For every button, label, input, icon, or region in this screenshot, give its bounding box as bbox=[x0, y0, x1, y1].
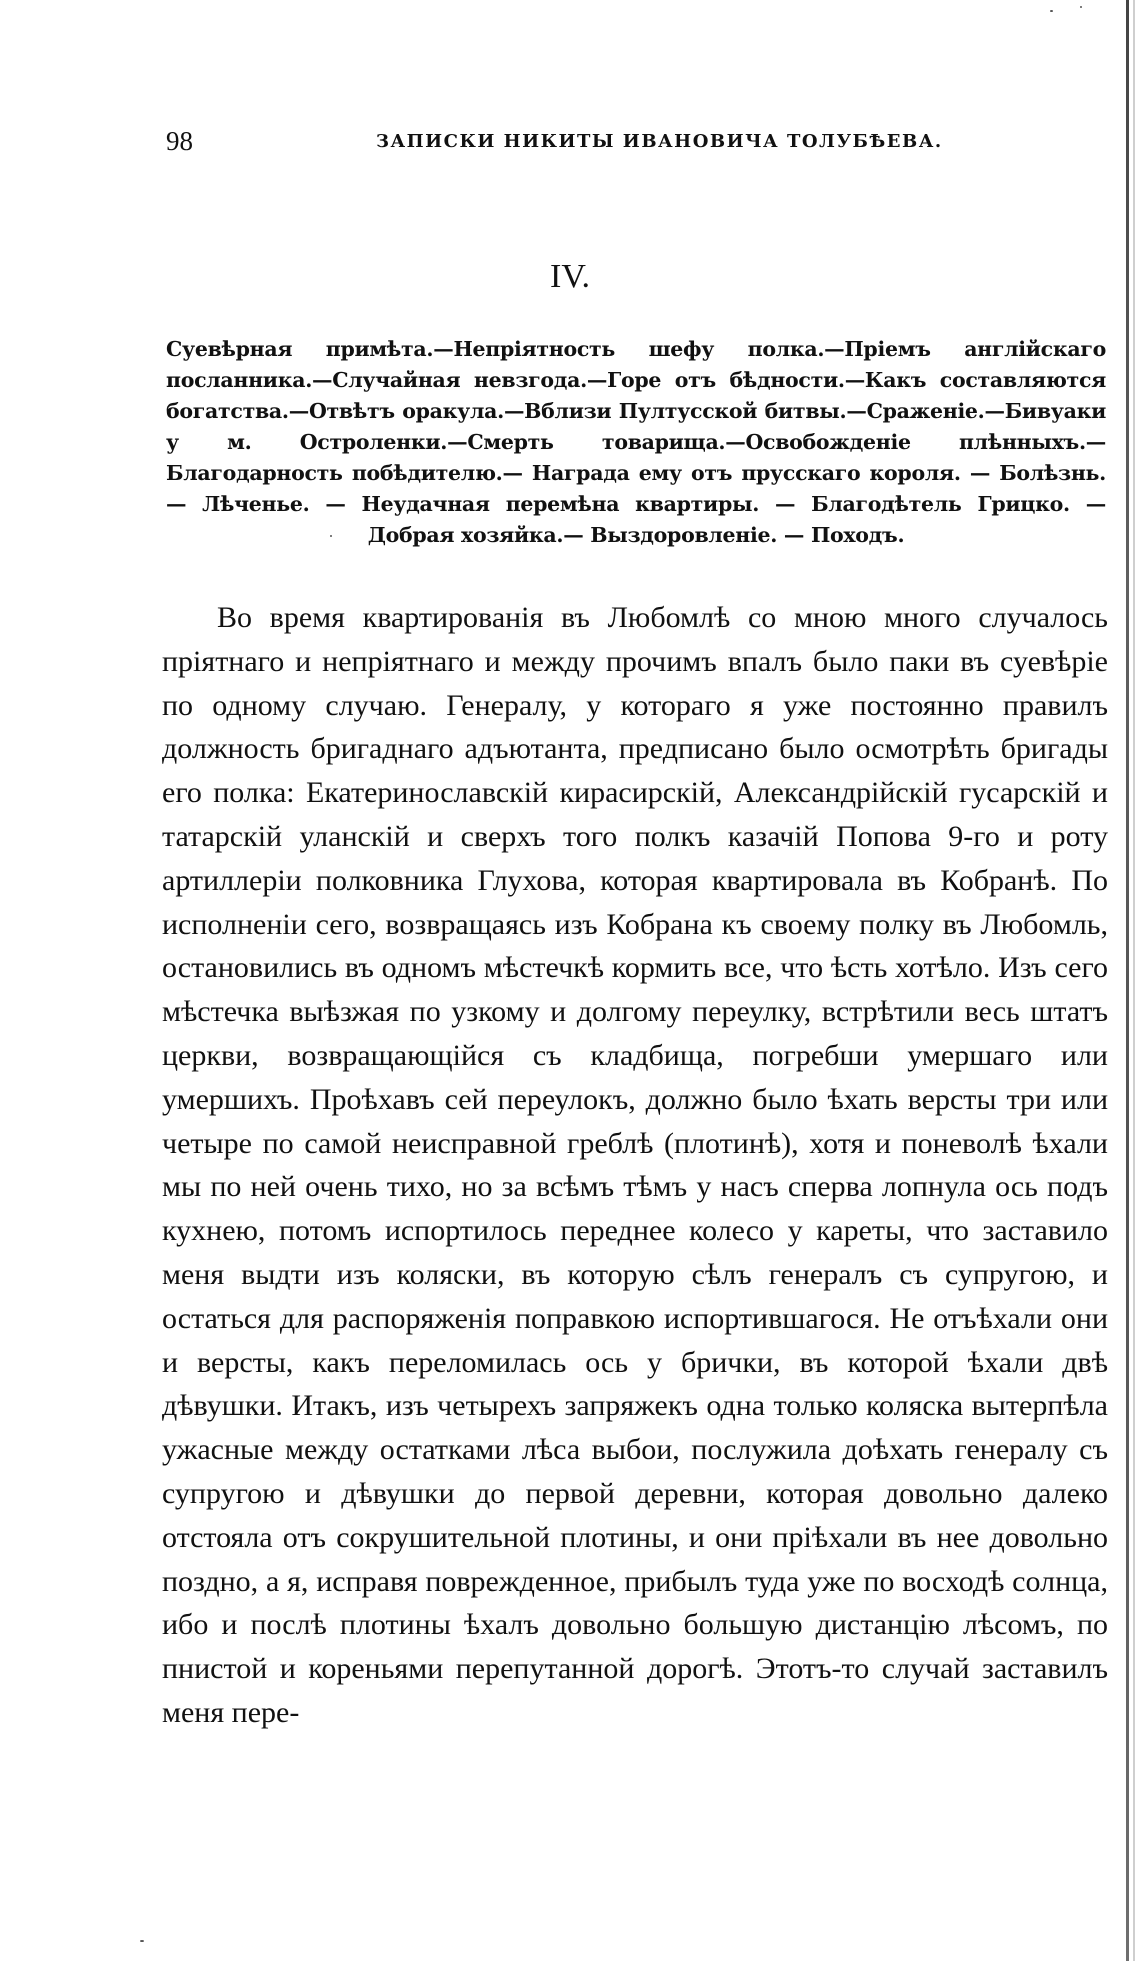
scan-speck bbox=[140, 1940, 144, 1942]
scan-speck bbox=[1050, 10, 1053, 12]
chapter-number: IV. bbox=[550, 258, 590, 295]
scan-speck bbox=[1080, 6, 1082, 8]
scan-speck bbox=[330, 535, 332, 537]
body-paragraph: Во время квартированія въ Любомлѣ со мною много случалось пріятнаго и непріятнаго и между прочимъ впалъ было паки въ суевѣріе по одному случаю. Генералу, у котораго я уже постоянно правилъ должность бригаднаго адъютанта, предписано было осмотрѣть бригады его полка: Екатеринославскій кирасирскій, Александрійскій гусарскій и татарскій уланскій и сверхъ того полкъ казачій Попова 9-го и роту артиллеріи полковника Глухова, которая квартировала въ Кобранѣ. По исполненіи сего, возвращаясь изъ Кобрана къ своему полку въ Любомль, остановились въ одномъ мѣстечкѣ кормить все, что ѣсть хотѣло. Изъ сего мѣстечка выѣзжая по узкому и долгому переулку, встрѣтили весь штатъ церкви, возвращающійся съ кладбища, погребши умершаго или умершихъ. Проѣхавъ сей переулокъ, должно было ѣхать версты три или четыре по самой неисправной греблѣ (плотинѣ), хотя и поневолѣ ѣхали мы по ней очень тихо, но за всѣмъ тѣмъ у насъ сперва лопнула ось подъ кухнею, потомъ испортилось переднее колесо у кареты, что заставило меня выдти изъ коляски, въ которую сѣлъ генералъ съ супругою, и остаться для распоряженія поправкою испортившагося. Не отъѣхали они и версты, какъ переломилась ось у брички, въ которой ѣхали двѣ дѣвушки. Итакъ, изъ четырехъ запряжекъ одна только коляска вытерпѣла ужасные между остатками лѣса выбои, послужила доѣхать генералу съ супругою и дѣвушки до первой деревни, которая довольно далеко отстояла отъ сокрушительной плотины, и они пріѣхали въ нее довольно поздно, а я, исправя поврежденное, прибылъ туда уже по восходѣ солнца, ибо и послѣ плотины ѣхалъ довольно большую дистанцію лѣсомъ, по пнистой и кореньями перепутанной дорогѣ. Этотъ-то случай заставилъ меня пере- bbox=[162, 601, 1108, 1729]
page-number: 98 bbox=[166, 126, 193, 156]
running-title: ЗАПИСКИ НИКИТЫ ИВАНОВИЧА ТОЛУБѢЕВА. bbox=[376, 131, 943, 152]
chapter-summary: Суевѣрная примѣта.—Непріятность шефу полка.—Пріемъ англійскаго посланника.—Случайная невзгода.—Горе отъ бѣдности.—Какъ составляются богатства.—Отвѣтъ оракула.—Вблизи Пултусской битвы.—Сраженіе.—Бивуаки у м. Остроленки.—Смерть товарища.—Освобожденіе плѣнныхъ.—Благодарность побѣдителю.— Награда ему отъ прусскаго короля. — Болѣзнь. — Лѣченье. — Неудачная перемѣна квартиры. — Благодѣтель Грицко. — Добрая хозяйка.— Выздоровленіе. — Походъ. bbox=[166, 337, 1106, 547]
